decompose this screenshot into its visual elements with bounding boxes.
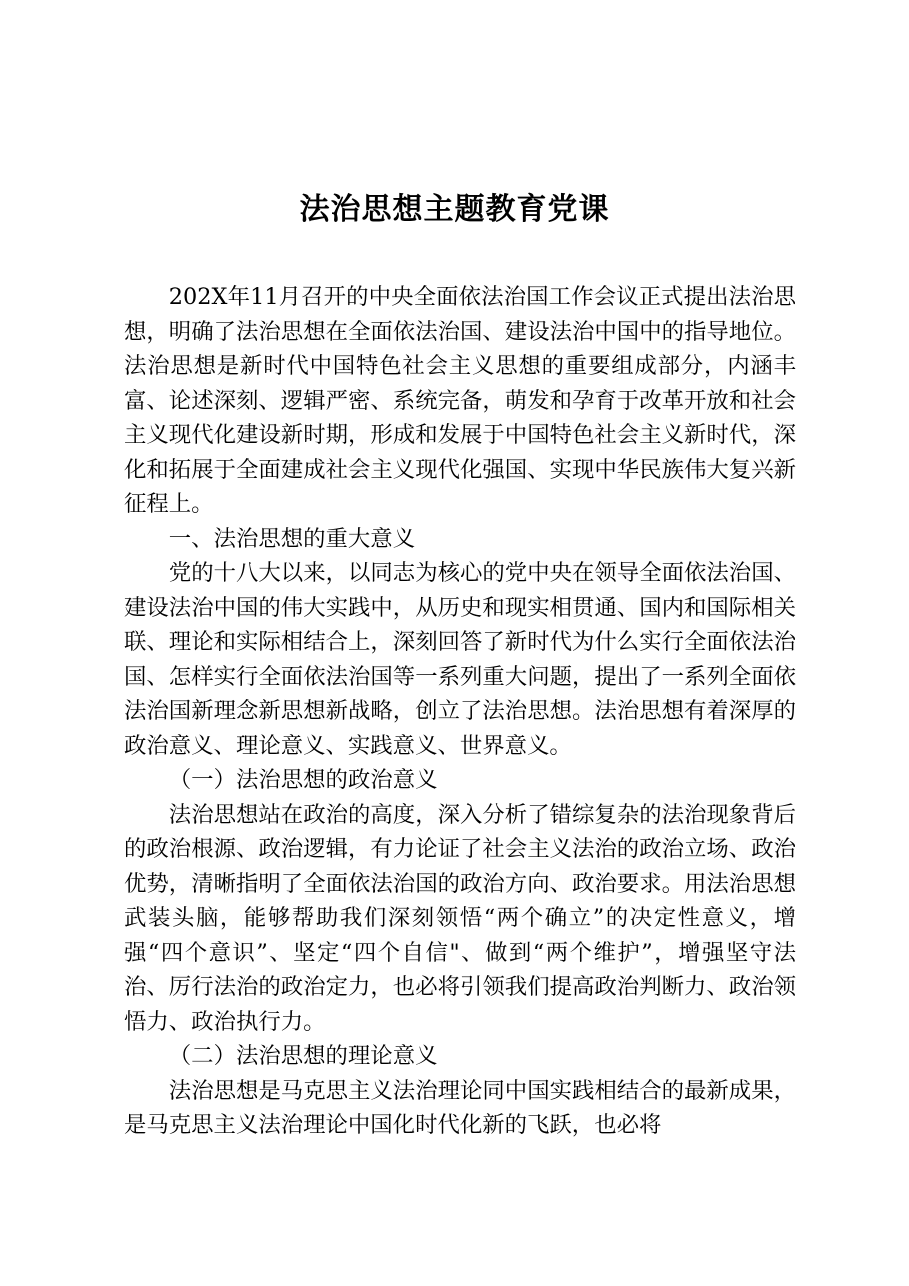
subsection-heading-2: （二）法治思想的理论意义 <box>168 1043 438 1069</box>
paragraph-section-1: 党的十八大以来，以同志为核心的党中央在领导全面依法治国、建设法治中国的伟大实践中，从历史和现实相贯通、国内和国际相关联、理论和实际相结合上，深刻回答了新时代为什么实行全面依法治国、怎样实行全面依法治国等一系列重大问题，提出了一系列全面依法治国新理念新思想新战略，创立了法治思想。法治思想有着深厚的政治意义、理论意义、实践意义、世界意义。 <box>124 560 796 759</box>
document-body <box>124 280 796 1143</box>
paragraph-intro: 202X年11月召开的中央全面依法治国工作会议正式提出法治思想，明确了法治思想在全面依法治国、建设法治中国中的指导地位。法治思想是新时代中国特色社会主义思想的重要组成部分，内涵丰富、论述深刻、逻辑严密、系统完备，萌发和孕育于改革开放和社会主义现代化建设新时期，形成和发展于中国特色社会主义新时代，深化和拓展于全面建成社会主义现代化强国、实现中华民族伟大复兴新征程上。 <box>124 284 796 517</box>
subsection-heading-1: （一）法治思想的政治意义 <box>168 767 438 793</box>
paragraph-subsection-2: 法治思想是马克思主义法治理论同中国实践相结合的最新成果，是马克思主义法治理论中国化时代化新的飞跃，也必将 <box>124 1077 796 1138</box>
document-title: 法治思想主题教育党课 <box>299 192 610 227</box>
section-heading-1: 一、法治思想的重大意义 <box>168 525 416 552</box>
paragraph-subsection-1: 法治思想站在政治的高度，深入分析了错综复杂的法治现象背后的政治根源、政治逻辑，有力论证了社会主义法治的政治立场、政治优势，清晰指明了全面依法治国的政治方向、政治要求。用法治思想武装头脑，能够帮助我们深刻领悟“两个确立”的决定性意义，增强“四个意识”、坚定“四个自信"、做到“两个维护”，增强坚守法治、厉行法治的政治定力，也必将引领我们提高政治判断力、政治领悟力、政治执行力。 <box>124 801 796 1035</box>
